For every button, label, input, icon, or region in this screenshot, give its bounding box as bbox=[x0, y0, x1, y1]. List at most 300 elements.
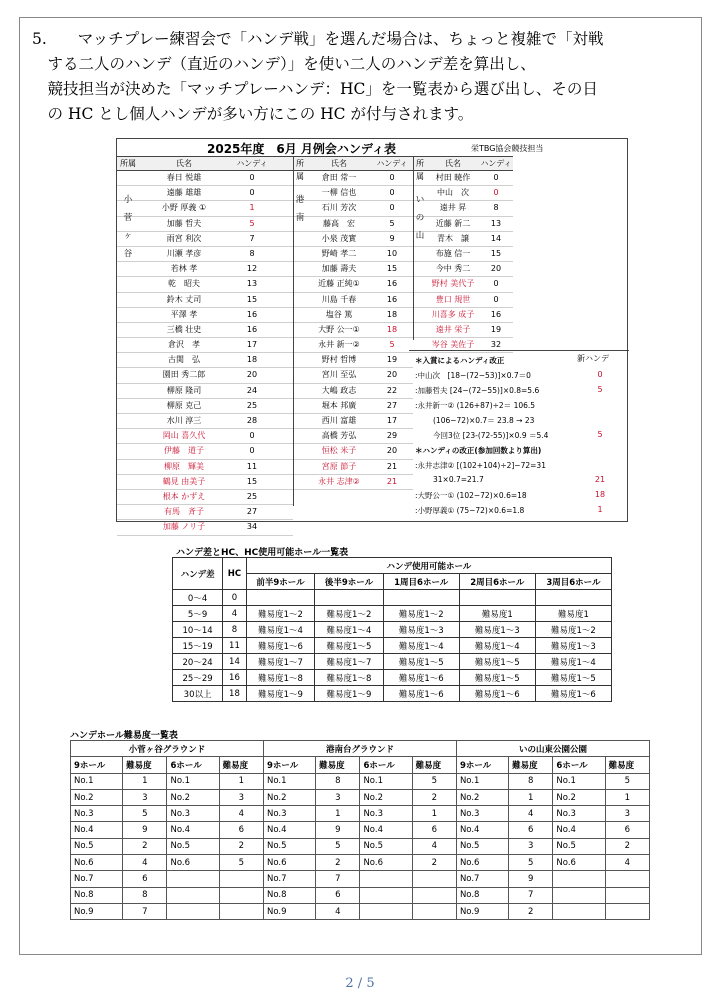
hole-cell: No.2 bbox=[71, 789, 123, 805]
column-header: HC bbox=[223, 558, 247, 590]
table-row bbox=[413, 262, 513, 277]
difficulty-cell: 2 bbox=[412, 789, 456, 805]
hc-table bbox=[172, 557, 612, 702]
difficulty-cell: 1 bbox=[412, 806, 456, 822]
table-row bbox=[117, 232, 293, 247]
difficulty-range: 難易度1～5 bbox=[315, 638, 383, 654]
difficulty-cell: 7 bbox=[509, 887, 553, 903]
difficulty-range: 難易度1～6 bbox=[246, 638, 314, 654]
member-name: 西川 富雄 bbox=[321, 416, 357, 425]
member-handicap: 5 bbox=[389, 218, 395, 228]
table-row bbox=[117, 293, 293, 308]
hole-cell: No.1 bbox=[553, 773, 605, 789]
hole-cell: No.8 bbox=[71, 887, 123, 903]
difficulty-cell: 9 bbox=[123, 822, 167, 838]
member-handicap: 8 bbox=[493, 203, 499, 213]
hole-cell: No.8 bbox=[263, 887, 315, 903]
difficulty-cell: 6 bbox=[509, 822, 553, 838]
member-name: 川喜多 成子 bbox=[431, 309, 475, 319]
difficulty-cell: 2 bbox=[219, 838, 263, 854]
difficulty-cell bbox=[412, 887, 456, 903]
member-name: 根本 かずえ bbox=[162, 491, 206, 501]
member-name: 宮原 節子 bbox=[321, 461, 357, 471]
affiliation-cell bbox=[117, 368, 139, 382]
member-name: 加藤 壽夫 bbox=[321, 264, 357, 274]
difficulty-cell: 4 bbox=[316, 903, 360, 919]
affiliation-cell bbox=[117, 323, 139, 337]
member-handicap: 27 bbox=[246, 507, 258, 517]
difficulty-cell: 3 bbox=[219, 789, 263, 805]
hole-cell: No.6 bbox=[263, 855, 315, 871]
hole-cell: No.3 bbox=[553, 806, 605, 822]
hole-cell: No.5 bbox=[553, 838, 605, 854]
intro-line: の HC とし個人ハンデが多い方にこの HC が付与されます。 bbox=[32, 105, 474, 123]
table-row bbox=[293, 308, 413, 323]
hole-cell: No.9 bbox=[71, 903, 123, 919]
affiliation-group bbox=[413, 156, 513, 353]
table-row bbox=[71, 838, 650, 854]
affiliation-cell bbox=[293, 399, 307, 413]
column-header: 9ホール bbox=[71, 757, 123, 773]
member-name: 石川 芳次 bbox=[321, 203, 357, 213]
table-row bbox=[173, 606, 612, 622]
hole-cell: No.4 bbox=[456, 822, 508, 838]
group-divider bbox=[413, 156, 414, 340]
affiliation-cell bbox=[293, 460, 307, 474]
table-row bbox=[117, 186, 293, 201]
member-name: 古関 弘 bbox=[168, 355, 200, 365]
member-handicap: 5 bbox=[249, 218, 255, 228]
member-name: 塩谷 篤 bbox=[325, 309, 353, 319]
table-row bbox=[117, 384, 293, 399]
difficulty-range: 難易度1～5 bbox=[535, 670, 611, 686]
difficulty-cell: 1 bbox=[123, 773, 167, 789]
column-header: 難易度 bbox=[123, 757, 167, 773]
member-handicap: 0 bbox=[389, 203, 395, 213]
member-name: 加藤 哲夫 bbox=[166, 218, 202, 228]
ground-header: 小菅ヶ谷グラウンド bbox=[71, 741, 264, 757]
difficulty-range: 難易度1～9 bbox=[315, 686, 383, 702]
hole-cell: No.4 bbox=[71, 822, 123, 838]
difficulty-range: 難易度1～7 bbox=[246, 654, 314, 670]
table-row bbox=[117, 353, 293, 368]
member-name: 永井 新一② bbox=[318, 340, 360, 350]
column-header: 前半9ホール bbox=[246, 574, 314, 590]
member-handicap: 17 bbox=[386, 416, 398, 425]
difficulty-cell: 1 bbox=[605, 789, 649, 805]
member-handicap: 15 bbox=[386, 264, 398, 274]
table-row bbox=[173, 686, 612, 702]
member-handicap: 20 bbox=[386, 446, 398, 456]
header-cell: 所属 bbox=[120, 159, 136, 168]
affiliation-label: 小 bbox=[123, 195, 133, 205]
table-row bbox=[413, 277, 513, 292]
table-row bbox=[117, 217, 293, 232]
hole-cell: No.5 bbox=[167, 838, 219, 854]
table-row bbox=[117, 475, 293, 490]
difficulty-cell: 3 bbox=[509, 838, 553, 854]
member-handicap: 16 bbox=[246, 309, 258, 319]
difficulty-cell: 1 bbox=[219, 773, 263, 789]
difficulty-range bbox=[535, 590, 611, 606]
affiliation-cell bbox=[413, 247, 427, 261]
member-handicap: 27 bbox=[386, 400, 398, 410]
affiliation-cell bbox=[293, 353, 307, 367]
handicap-difference: 15～19 bbox=[173, 638, 223, 654]
member-handicap: 18 bbox=[386, 324, 398, 334]
hole-cell: No.6 bbox=[553, 855, 605, 871]
difficulty-cell: 3 bbox=[605, 806, 649, 822]
affiliation-cell bbox=[293, 247, 307, 261]
hole-cell: No.2 bbox=[456, 789, 508, 805]
difficulty-cell bbox=[219, 871, 263, 887]
table-row bbox=[413, 323, 513, 338]
header-cell: 所属 bbox=[416, 159, 424, 181]
member-handicap: 34 bbox=[246, 522, 258, 532]
difficulty-range: 難易度1～6 bbox=[383, 686, 459, 702]
member-handicap: 0 bbox=[249, 188, 255, 198]
difficulty-range: 難易度1～2 bbox=[315, 606, 383, 622]
header-cell: 所属 bbox=[296, 159, 304, 181]
affiliation-cell bbox=[293, 444, 307, 458]
difficulty-cell bbox=[219, 903, 263, 919]
column-header: 1周目6ホール bbox=[383, 574, 459, 590]
hc-value: 16 bbox=[223, 670, 247, 686]
difficulty-cell: 2 bbox=[316, 855, 360, 871]
difficulty-range: 難易度1～5 bbox=[459, 654, 535, 670]
difficulty-range: 難易度1～8 bbox=[246, 670, 314, 686]
new-handicap-label: 新ハンデ bbox=[577, 354, 609, 363]
table-row bbox=[117, 338, 293, 353]
member-handicap: 24 bbox=[246, 385, 258, 395]
member-handicap: 8 bbox=[249, 248, 255, 258]
hc-value: 0 bbox=[223, 590, 247, 606]
table-row bbox=[293, 414, 413, 429]
difficulty-cell: 1 bbox=[316, 806, 360, 822]
difficulty-range bbox=[246, 590, 314, 606]
affiliation-cell bbox=[413, 277, 427, 291]
note-line: :永井新一② (126+87)÷2＝ 106.5 bbox=[415, 401, 536, 410]
member-handicap: 21 bbox=[386, 476, 398, 486]
table-row bbox=[71, 871, 650, 887]
hc-value: 4 bbox=[223, 606, 247, 622]
table-row bbox=[293, 217, 413, 232]
affiliation-group bbox=[293, 156, 413, 490]
difficulty-cell: 2 bbox=[412, 855, 456, 871]
affiliation-group bbox=[117, 156, 293, 536]
member-name: 遠井 栄子 bbox=[435, 324, 471, 334]
member-name: 有馬 斉子 bbox=[164, 507, 204, 517]
member-name: 鶴見 由美子 bbox=[162, 476, 206, 486]
handicap-notes bbox=[409, 350, 629, 523]
table-row bbox=[413, 308, 513, 323]
member-name: 川島 千春 bbox=[321, 294, 357, 304]
note-line: :加藤哲夫 [24−(72−55)]×0.8=5.6 bbox=[415, 386, 540, 395]
hole-table-caption: ハンデホール難易度一覧表 bbox=[70, 731, 178, 741]
table-row bbox=[413, 201, 513, 216]
affiliation-cell bbox=[117, 490, 139, 504]
header-cell: ハンディ bbox=[236, 159, 268, 168]
column-header: 6ホール bbox=[167, 757, 219, 773]
member-name: 遠藤 雄雄 bbox=[166, 188, 202, 198]
member-handicap: 15 bbox=[246, 294, 258, 304]
affiliation-cell bbox=[413, 308, 427, 322]
handicap-difference: 5～9 bbox=[173, 606, 223, 622]
member-name: 青木 譲 bbox=[437, 233, 469, 243]
table-row bbox=[71, 903, 650, 919]
intro-text bbox=[32, 27, 692, 127]
member-handicap: 19 bbox=[490, 324, 502, 334]
member-name: 柳原 輝美 bbox=[164, 461, 204, 471]
hc-value: 18 bbox=[223, 686, 247, 702]
hole-cell bbox=[167, 887, 219, 903]
hole-difficulty-table bbox=[70, 740, 650, 920]
column-header: 難易度 bbox=[412, 757, 456, 773]
member-handicap: 9 bbox=[389, 233, 395, 243]
hole-cell bbox=[167, 903, 219, 919]
hole-cell bbox=[360, 903, 412, 919]
column-header: ハンデ差 bbox=[173, 558, 223, 590]
member-handicap: 13 bbox=[246, 279, 258, 289]
member-handicap: 15 bbox=[490, 248, 502, 258]
affiliation-cell bbox=[117, 384, 139, 398]
member-name: 加藤 ノリ子 bbox=[162, 522, 206, 532]
table-row bbox=[413, 217, 513, 232]
difficulty-range: 難易度1～4 bbox=[535, 654, 611, 670]
table-row bbox=[413, 186, 513, 201]
column-header: 難易度 bbox=[219, 757, 263, 773]
affiliation-label: 菅 bbox=[123, 213, 133, 223]
page-number: 2 / 5 bbox=[345, 976, 375, 991]
member-name: 近藤 正純① bbox=[318, 279, 360, 289]
sheet-subtitle: 栄TBG協会競技担当 bbox=[471, 144, 544, 153]
column-header: 9ホール bbox=[456, 757, 508, 773]
hole-cell: No.9 bbox=[456, 903, 508, 919]
table-row bbox=[117, 490, 293, 505]
hole-cell: No.1 bbox=[263, 773, 315, 789]
member-name: 水川 淳三 bbox=[166, 416, 202, 425]
note-line: :小野厚義① (75−72)×0.6=1.8 bbox=[415, 506, 525, 515]
header-cell: 氏名 bbox=[176, 159, 192, 168]
affiliation-cell bbox=[117, 171, 139, 185]
member-name: 岡山 喜久代 bbox=[162, 431, 206, 441]
difficulty-cell bbox=[605, 903, 649, 919]
difficulty-cell: 8 bbox=[316, 773, 360, 789]
header-cell: 氏名 bbox=[445, 159, 461, 168]
table-row bbox=[293, 186, 413, 201]
hole-cell: No.6 bbox=[167, 855, 219, 871]
column-header: 難易度 bbox=[605, 757, 649, 773]
difficulty-cell: 4 bbox=[605, 855, 649, 871]
table-row bbox=[413, 247, 513, 262]
affiliation-label: の bbox=[415, 213, 425, 223]
note-line: (106−72)×0.7＝ 23.8 → 23 bbox=[433, 416, 535, 425]
member-name: 永井 志津② bbox=[318, 476, 360, 486]
member-handicap: 32 bbox=[490, 340, 502, 350]
hole-cell: No.3 bbox=[360, 806, 412, 822]
group-rows bbox=[117, 171, 293, 536]
member-name: 春日 悦雄 bbox=[166, 173, 202, 182]
table-row bbox=[293, 338, 413, 353]
header-cell: ハンディ bbox=[480, 159, 512, 168]
member-name: 一柳 信也 bbox=[321, 188, 357, 198]
hole-cell: No.3 bbox=[167, 806, 219, 822]
difficulty-cell: 5 bbox=[509, 855, 553, 871]
table-row bbox=[117, 460, 293, 475]
difficulty-cell: 5 bbox=[123, 806, 167, 822]
group-header bbox=[117, 156, 293, 171]
member-handicap: 18 bbox=[386, 309, 398, 319]
affiliation-label: 山 bbox=[415, 231, 425, 241]
affiliation-cell bbox=[293, 475, 307, 489]
hole-cell: No.4 bbox=[167, 822, 219, 838]
affiliation-cell bbox=[117, 475, 139, 489]
hole-cell: No.5 bbox=[456, 838, 508, 854]
member-name: 今中 秀二 bbox=[435, 264, 471, 274]
member-handicap: 19 bbox=[386, 355, 398, 365]
table-row bbox=[413, 171, 513, 186]
affiliation-cell bbox=[117, 444, 139, 458]
difficulty-range: 難易度1～6 bbox=[383, 670, 459, 686]
difficulty-cell bbox=[605, 887, 649, 903]
header-row bbox=[71, 741, 650, 757]
intro-line: 5. マッチプレー練習会で「ハンデ戦」を選んだ場合は、ちょっと複雑で「対戦 bbox=[32, 30, 604, 48]
header-row bbox=[173, 558, 612, 574]
table-row bbox=[117, 277, 293, 292]
table-row bbox=[293, 475, 413, 490]
member-handicap: 17 bbox=[246, 340, 258, 350]
hole-cell bbox=[553, 887, 605, 903]
table-row bbox=[117, 262, 293, 277]
affiliation-cell bbox=[293, 384, 307, 398]
hole-cell: No.6 bbox=[360, 855, 412, 871]
new-handicap-value: 1 bbox=[597, 505, 603, 514]
member-handicap: 16 bbox=[386, 294, 398, 304]
difficulty-range: 難易度1～8 bbox=[315, 670, 383, 686]
member-name: 小野 厚義 ① bbox=[161, 203, 207, 213]
column-header: 3周目6ホール bbox=[535, 574, 611, 590]
difficulty-cell: 4 bbox=[123, 855, 167, 871]
table-row bbox=[293, 444, 413, 459]
member-name: 恒松 米子 bbox=[321, 446, 357, 456]
member-handicap: 0 bbox=[249, 431, 255, 441]
difficulty-range: 難易度1～7 bbox=[315, 654, 383, 670]
affiliation-cell bbox=[117, 460, 139, 474]
member-handicap: 0 bbox=[493, 279, 499, 289]
member-handicap: 28 bbox=[246, 416, 258, 425]
hole-cell bbox=[167, 871, 219, 887]
member-handicap: 29 bbox=[386, 431, 398, 441]
member-handicap: 0 bbox=[493, 294, 499, 304]
difficulty-cell: 6 bbox=[605, 822, 649, 838]
group-divider bbox=[293, 156, 294, 506]
table-row bbox=[71, 789, 650, 805]
affiliation-cell bbox=[293, 368, 307, 382]
difficulty-cell: 1 bbox=[509, 789, 553, 805]
member-name: 豊口 規世 bbox=[435, 294, 471, 304]
table-row bbox=[293, 232, 413, 247]
handicap-difference: 30以上 bbox=[173, 686, 223, 702]
affiliation-cell bbox=[117, 277, 139, 291]
hole-cell bbox=[360, 871, 412, 887]
member-name: 野崎 孝二 bbox=[321, 248, 357, 258]
hole-cell bbox=[553, 903, 605, 919]
ground-header: いの山東公園公園 bbox=[456, 741, 649, 757]
affiliation-cell bbox=[293, 262, 307, 276]
table-row bbox=[293, 293, 413, 308]
column-header: 後半9ホール bbox=[315, 574, 383, 590]
member-name: 雨宮 利次 bbox=[166, 233, 202, 243]
difficulty-cell: 5 bbox=[605, 773, 649, 789]
member-handicap: 12 bbox=[246, 264, 258, 274]
new-handicap-value: 18 bbox=[594, 490, 606, 499]
sheet-title: 2025年度 6月 月例会ハンディ表 bbox=[207, 142, 396, 156]
affiliation-cell bbox=[293, 323, 307, 337]
table-row bbox=[173, 622, 612, 638]
handicap-difference: 10～14 bbox=[173, 622, 223, 638]
member-handicap: 11 bbox=[246, 461, 258, 471]
hole-cell: No.3 bbox=[71, 806, 123, 822]
member-handicap: 0 bbox=[249, 446, 255, 456]
table-row bbox=[71, 887, 650, 903]
hole-cell: No.5 bbox=[71, 838, 123, 854]
column-header: 6ホール bbox=[360, 757, 412, 773]
note-line: 31×0.7=21.7 bbox=[433, 475, 484, 484]
member-handicap: 5 bbox=[389, 340, 395, 350]
member-name: 岑谷 美佐子 bbox=[431, 340, 475, 350]
difficulty-cell bbox=[412, 903, 456, 919]
affiliation-cell bbox=[293, 338, 307, 352]
difficulty-range: 難易度1 bbox=[459, 606, 535, 622]
table-row bbox=[293, 323, 413, 338]
table-row bbox=[71, 806, 650, 822]
member-handicap: 25 bbox=[246, 400, 258, 410]
table-row bbox=[117, 171, 293, 186]
table-row bbox=[413, 293, 513, 308]
column-header: 6ホール bbox=[553, 757, 605, 773]
column-group-header: ハンデ使用可能ホール bbox=[246, 558, 611, 574]
affiliation-label: 谷 bbox=[123, 249, 133, 259]
member-name: 柳原 隆司 bbox=[166, 385, 202, 395]
difficulty-cell: 4 bbox=[412, 838, 456, 854]
hole-cell: No.4 bbox=[553, 822, 605, 838]
difficulty-cell: 2 bbox=[123, 838, 167, 854]
member-name: 村田 暁作 bbox=[435, 173, 471, 182]
affiliation-cell bbox=[117, 293, 139, 307]
member-name: 倉沢 孝 bbox=[168, 340, 200, 350]
intro-line: 競技担当が決めた「マッチプレーハンデ：HC」を一覧表から選び出し、その日 bbox=[32, 80, 598, 98]
member-name: 乾 昭夫 bbox=[168, 279, 200, 289]
member-handicap: 20 bbox=[490, 264, 502, 274]
member-name: 野村 哲博 bbox=[321, 355, 357, 365]
affiliation-cell bbox=[413, 293, 427, 307]
hole-cell: No.9 bbox=[263, 903, 315, 919]
member-name: 若林 孝 bbox=[170, 264, 198, 274]
new-handicap-value: 0 bbox=[597, 370, 603, 379]
difficulty-range: 難易度1～6 bbox=[459, 686, 535, 702]
member-handicap: 25 bbox=[246, 491, 258, 501]
difficulty-cell: 5 bbox=[316, 838, 360, 854]
member-handicap: 20 bbox=[386, 370, 398, 380]
member-name: 宮川 至弘 bbox=[321, 370, 357, 380]
hc-table-caption: ハンデ差とHC、HC使用可能ホール一覧表 bbox=[176, 548, 349, 558]
member-handicap: 0 bbox=[249, 173, 255, 182]
affiliation-cell bbox=[117, 308, 139, 322]
difficulty-range: 難易度1～2 bbox=[383, 606, 459, 622]
difficulty-cell bbox=[605, 871, 649, 887]
member-name: 高橋 芳弘 bbox=[321, 431, 357, 441]
difficulty-range bbox=[459, 590, 535, 606]
